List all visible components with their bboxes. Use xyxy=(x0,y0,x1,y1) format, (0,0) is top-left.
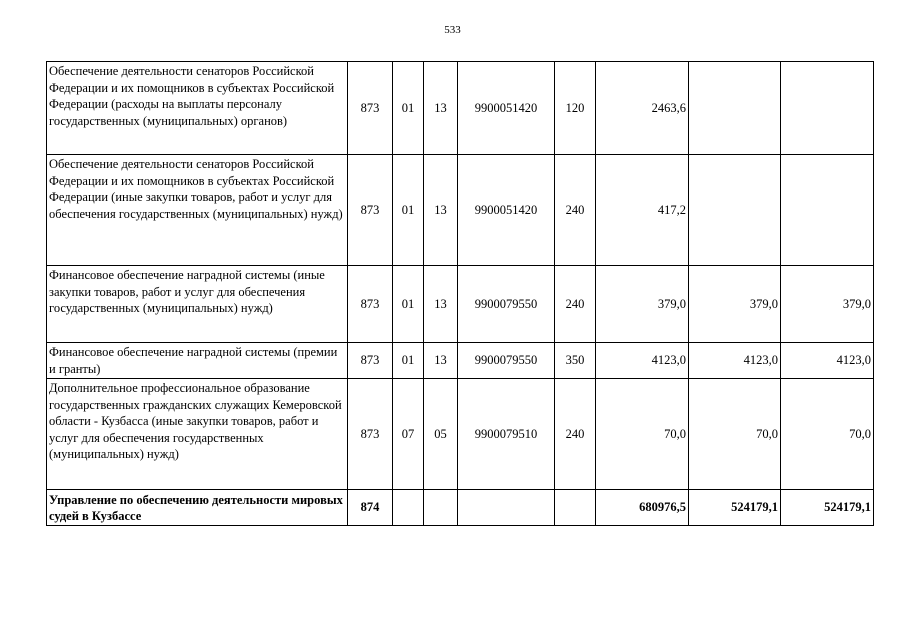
row-year1: 70,0 xyxy=(596,379,689,490)
row-ved: 874 xyxy=(348,490,393,526)
row-year3 xyxy=(781,62,874,155)
row-year3: 4123,0 xyxy=(781,343,874,379)
row-year2 xyxy=(689,62,781,155)
row-ved: 873 xyxy=(348,343,393,379)
row-pr: 13 xyxy=(424,343,458,379)
row-vr: 350 xyxy=(555,343,596,379)
row-year2 xyxy=(689,155,781,266)
table-row xyxy=(47,266,874,343)
row-pr: 05 xyxy=(424,379,458,490)
row-year3 xyxy=(781,155,874,266)
row-rz: 07 xyxy=(393,379,424,490)
row-year1: 417,2 xyxy=(596,155,689,266)
table-row xyxy=(47,343,874,379)
table-row xyxy=(47,155,874,266)
row-rz: 01 xyxy=(393,343,424,379)
row-csr: 9900051420 xyxy=(458,155,555,266)
row-year3: 524179,1 xyxy=(781,490,874,526)
row-vr: 240 xyxy=(555,266,596,343)
table-row xyxy=(47,62,874,155)
row-vr: 240 xyxy=(555,379,596,490)
row-name: Финансовое обеспечение наградной системы (иные закупки товаров, работ и услуг для обеспечения государственных (муниципальных) нужд) xyxy=(47,266,348,343)
table-row xyxy=(47,490,874,526)
row-csr: 9900079550 xyxy=(458,266,555,343)
row-rz: 01 xyxy=(393,62,424,155)
row-year1: 2463,6 xyxy=(596,62,689,155)
row-vr: 120 xyxy=(555,62,596,155)
row-year1: 4123,0 xyxy=(596,343,689,379)
row-year1: 379,0 xyxy=(596,266,689,343)
row-name: Обеспечение деятельности сенаторов Российской Федерации и их помощников в субъектах Российской Федерации (расходы на выплаты персоналу государственных (муниципальных) органов) xyxy=(47,62,348,155)
row-year2: 70,0 xyxy=(689,379,781,490)
row-pr: 13 xyxy=(424,62,458,155)
budget-table xyxy=(46,61,874,526)
row-name: Финансовое обеспечение наградной системы (премии и гранты) xyxy=(47,343,348,379)
row-pr: 13 xyxy=(424,155,458,266)
row-year3: 70,0 xyxy=(781,379,874,490)
row-rz: 01 xyxy=(393,155,424,266)
row-year3: 379,0 xyxy=(781,266,874,343)
row-csr: 9900079510 xyxy=(458,379,555,490)
row-name: Управление по обеспечению деятельности мировых судей в Кузбассе xyxy=(47,490,348,526)
row-year1: 680976,5 xyxy=(596,490,689,526)
row-year2: 4123,0 xyxy=(689,343,781,379)
row-csr: 9900051420 xyxy=(458,62,555,155)
row-vr: 240 xyxy=(555,155,596,266)
row-pr xyxy=(424,490,458,526)
row-ved: 873 xyxy=(348,155,393,266)
row-year2: 524179,1 xyxy=(689,490,781,526)
row-name: Дополнительное профессиональное образование государственных гражданских служащих Кемеровской области - Кузбасса (иные закупки товаров, работ и услуг для обеспечения государственных (муниципальных) нужд) xyxy=(47,379,348,490)
row-year2: 379,0 xyxy=(689,266,781,343)
row-rz xyxy=(393,490,424,526)
row-csr: 9900079550 xyxy=(458,343,555,379)
row-pr: 13 xyxy=(424,266,458,343)
row-csr xyxy=(458,490,555,526)
row-vr xyxy=(555,490,596,526)
row-name: Обеспечение деятельности сенаторов Российской Федерации и их помощников в субъектах Российской Федерации (иные закупки товаров, работ и услуг для обеспечения государственных (муниципальных) нужд) xyxy=(47,155,348,266)
row-ved: 873 xyxy=(348,266,393,343)
table-row xyxy=(47,379,874,490)
row-rz: 01 xyxy=(393,266,424,343)
row-ved: 873 xyxy=(348,379,393,490)
page-number: 533 xyxy=(444,24,461,36)
row-ved: 873 xyxy=(348,62,393,155)
